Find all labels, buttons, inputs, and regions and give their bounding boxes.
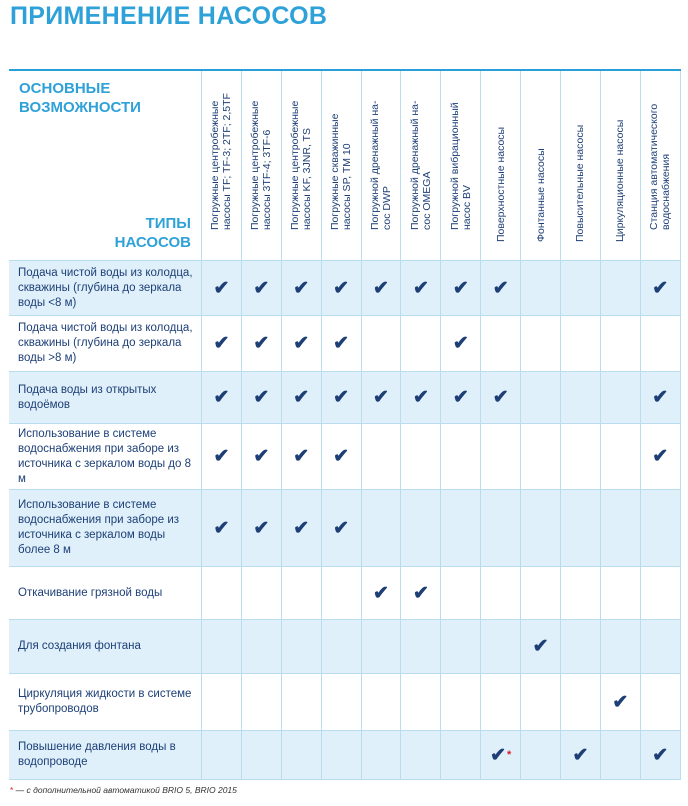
column-header [202,71,242,261]
pump-application-table [9,69,681,778]
table-cell [481,261,521,316]
table-cell [362,316,402,372]
check-icon: ✔ [652,446,669,467]
table-cell [521,424,561,490]
table-cell [362,490,402,567]
check-icon: ✔ [612,691,629,713]
table-cell [521,490,561,567]
column-header [282,71,322,261]
check-icon: ✔ [412,387,429,408]
table-cell [481,620,521,674]
column-header [441,71,481,261]
table-cell [362,372,402,424]
table-cell [322,674,362,731]
column-header-label: Погружные скважинные насосы SP, TM 10 [329,113,354,230]
table-cell [441,316,481,372]
column-header-label: Погружной дренажный на- сос OMEGA [408,100,433,230]
table-cell [481,316,521,372]
check-icon: ✔ [452,333,469,354]
table-cell [202,674,242,731]
table-cell [401,490,441,567]
table-cell [202,490,242,567]
table-cell [362,731,402,780]
table-cell [282,567,322,620]
column-header-label: Станция автоматического водоснабжения [648,103,673,230]
table-cell [242,424,282,490]
corner-bottom-line1: ТИПЫ [145,215,191,232]
corner-bottom-label [115,214,191,252]
check-icon: ✔ [333,333,350,354]
table-cell [641,674,681,731]
column-header-label: Фонтанные насосы [534,148,547,242]
table-cell [242,490,282,567]
table-cell [242,674,282,731]
table-cell [441,372,481,424]
column-header [561,71,601,261]
table-cell [481,674,521,731]
table-cell [641,490,681,567]
table-cell [242,316,282,372]
table-cell [441,424,481,490]
table-cell [362,620,402,674]
column-header [322,71,362,261]
table-cell [441,490,481,567]
table-cell [521,316,561,372]
table-cell [401,731,441,780]
check-icon: ✔ [373,277,389,299]
table-cell [322,731,362,780]
table-cell [521,261,561,316]
table-cell [362,674,402,731]
table-cell [362,424,402,490]
column-header-label: Погружные центробежные насосы 3TF-4; 3TF-6 [249,100,274,230]
table-cell [601,567,641,620]
table-cell [202,620,242,674]
column-header-label: Поверхностные насосы [494,126,507,242]
column-header-label: Погружной дренажный на- сос DWP [369,100,393,230]
check-icon: ✔ [652,387,669,408]
table-cell [322,490,362,567]
table-cell [641,620,681,674]
check-icon: ✔ [452,387,469,408]
table-cell [282,731,322,780]
corner-top-line1: ОСНОВНЫЕ [19,80,111,97]
footnote [10,785,237,795]
table-cell [601,316,641,372]
table-cell [401,674,441,731]
check-icon: ✔ [213,277,230,299]
check-icon: ✔ [213,517,230,539]
table-cell [601,261,641,316]
table-cell [641,731,681,780]
check-icon: ✔ [213,387,230,408]
table-cell [202,316,242,372]
table-cell [561,620,601,674]
row-label: Использование в системе водоснабжения при заборе из источника с зеркалом воды более 8 м [9,490,202,567]
check-icon: ✔ [213,446,230,467]
row-label: Подача чистой воды из колодца, скважины (глубина до зеркала воды <8 м) [9,261,202,316]
table-cell [601,490,641,567]
column-header [521,71,561,261]
table-cell [322,261,362,316]
table-cell [202,261,242,316]
table-cell [641,372,681,424]
table-cell [521,620,561,674]
check-icon: ✔ [293,333,310,354]
row-label: Циркуляция жидкости в системе трубопроводов [9,674,202,731]
column-header [242,71,282,261]
table-cell [322,567,362,620]
column-header [601,71,641,261]
check-icon: ✔ [293,517,310,539]
table-cell [282,424,322,490]
table-cell [362,567,402,620]
table-cell [481,424,521,490]
check-icon: ✔ [293,387,310,408]
table-cell [401,424,441,490]
column-header [362,71,402,261]
row-label: Для создания фонтана [9,620,202,674]
table-cell [601,731,641,780]
check-icon: ✔ [253,333,270,354]
check-icon: ✔ [333,517,350,539]
table-cell [362,261,402,316]
table-cell [282,674,322,731]
table-cell [561,731,601,780]
check-icon: ✔ [652,744,669,766]
table-cell [601,674,641,731]
table-cell [401,316,441,372]
corner-top-label [19,79,141,117]
table-cell [441,620,481,674]
table-corner-header [9,71,202,261]
column-header-label: Погружной вибрационный насос BV [448,102,473,230]
table-cell [601,424,641,490]
table-cell [641,316,681,372]
check-icon: ✔ [412,277,429,299]
row-label: Использование в системе водоснабжения при заборе из источника с зеркалом воды до 8 м [9,424,202,490]
table-cell [561,261,601,316]
check-icon: ✔ [253,517,270,539]
table-cell [641,261,681,316]
table-cell [202,372,242,424]
table-cell [282,316,322,372]
row-label: Откачивание грязной воды [9,567,202,620]
row-label: Подача воды из открытых водоёмов [9,372,202,424]
table-cell [242,620,282,674]
column-header-label: Циркуляционные насосы [614,119,627,242]
check-icon: ✔ [412,582,429,604]
table-cell [561,316,601,372]
table-cell [322,316,362,372]
table-cell [561,490,601,567]
table-cell [322,620,362,674]
check-icon: ✔ [293,446,310,467]
check-icon: ✔ [253,446,270,467]
footnote-star-marker: * [507,749,512,761]
table-cell [641,424,681,490]
table-cell [641,567,681,620]
table-cell [282,620,322,674]
column-header-label: Погружные центробежные насосы KF, 3JNR, TS [289,100,314,230]
footnote-star: * [10,785,14,795]
table-cell [322,424,362,490]
table-cell [481,731,521,780]
table-cell [521,674,561,731]
table-cell [242,731,282,780]
table-cell [521,372,561,424]
table-cell [401,620,441,674]
table-cell [521,567,561,620]
page-title: ПРИМЕНЕНИЕ НАСОСОВ [10,2,328,30]
check-icon: ✔ [532,636,549,657]
check-icon: ✔ [213,333,230,354]
table-cell [561,424,601,490]
table-cell [202,567,242,620]
row-label: Подача чистой воды из колодца, скважины (глубина до зеркала воды >8 м) [9,316,202,372]
table-cell [242,567,282,620]
table-cell [282,372,322,424]
table-cell [242,372,282,424]
column-header [481,71,521,261]
table-cell [481,490,521,567]
footnote-text: — с дополнительной автоматикой BRIO 5, BRIO 2015 [13,785,237,795]
table-cell [441,261,481,316]
table-cell [481,372,521,424]
table-cell [242,261,282,316]
check-icon: ✔ [490,744,506,766]
table-cell [601,620,641,674]
check-icon: ✔ [492,277,509,299]
table-cell [561,372,601,424]
check-icon: ✔ [333,277,350,299]
check-icon: ✔ [293,277,310,299]
row-label: Повышение давления воды в водопроводе [9,731,202,780]
check-icon: ✔ [253,277,270,299]
table-cell [441,731,481,780]
table-cell [441,674,481,731]
check-icon: ✔ [572,744,589,766]
column-header [401,71,441,261]
check-icon: ✔ [333,446,350,467]
column-header-label: Повысительные насосы [574,124,587,242]
check-icon: ✔ [492,387,509,408]
check-icon: ✔ [253,387,270,408]
table-cell [601,372,641,424]
table-cell [202,424,242,490]
corner-bottom-line2: НАСОСОВ [114,234,191,251]
table-cell [481,567,521,620]
table-cell [322,372,362,424]
check-icon: ✔ [373,387,389,408]
table-cell [401,567,441,620]
table-cell [561,567,601,620]
table-cell [282,490,322,567]
check-icon: ✔ [373,582,389,604]
check-icon: ✔ [333,387,350,408]
table-cell [401,261,441,316]
check-icon: ✔ [452,277,469,299]
table-cell [282,261,322,316]
table-cell [521,731,561,780]
table-cell [202,731,242,780]
column-header-label: Погружные центробежные насосы TF; TF-3; 2TF; 2,5TF [209,93,234,230]
table-cell [441,567,481,620]
column-header [641,71,681,261]
corner-top-line2: ВОЗМОЖНОСТИ [19,99,141,116]
table-cell [401,372,441,424]
check-icon: ✔ [652,277,669,299]
table-cell [561,674,601,731]
